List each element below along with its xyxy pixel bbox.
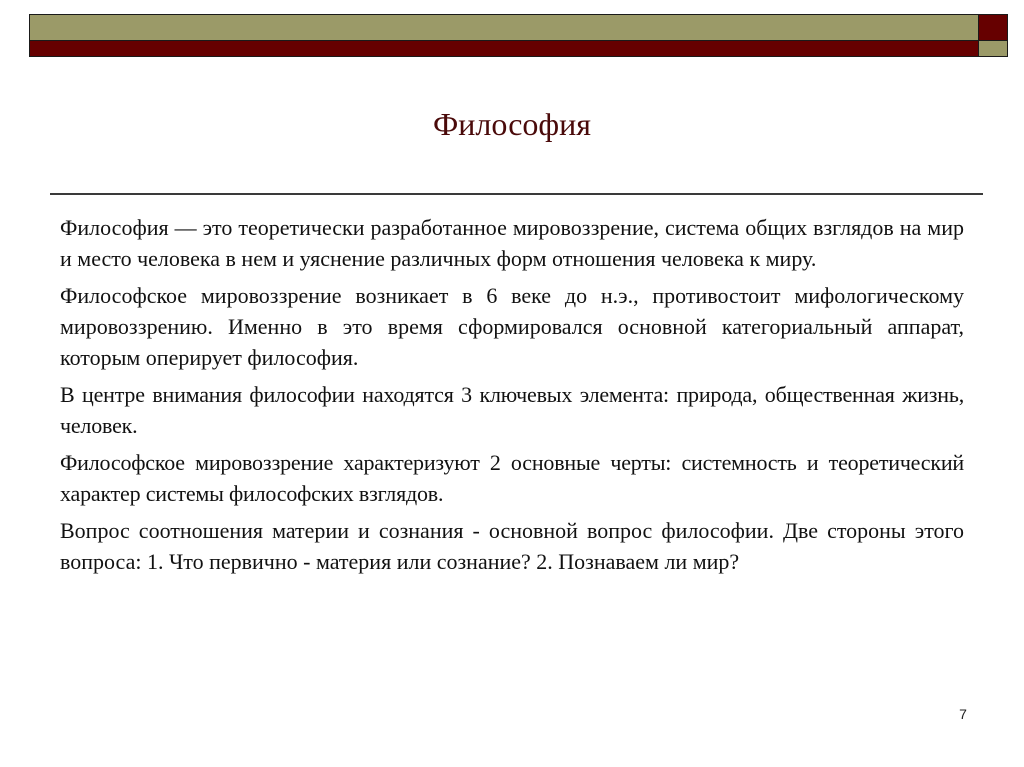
paragraph-main-question: Вопрос соотношения материи и сознания - основной вопрос философии. Две стороны этого вопроса: 1. Что первично - материя или сознание? 2. Познаваем ли мир? (60, 518, 964, 574)
page-number: 7 (959, 706, 967, 722)
paragraph-key-elements: В центре внимания философии находятся 3 ключевых элемента: природа, общественная жизнь, человек. (60, 382, 964, 438)
paragraph-features: Философское мировоззрение характеризуют 2 основные черты: системность и теоретический характер системы философских взглядов. (60, 450, 964, 506)
header-bar-maroon (29, 40, 1001, 57)
header-corner-maroon (978, 14, 1008, 41)
header-corner-olive (978, 40, 1008, 57)
title-divider (50, 193, 983, 195)
paragraph-origin: Философское мировоззрение возникает в 6 веке до н.э., противостоит мифологическому мировоззрению. Именно в это время сформировался основной категориальный аппарат, которым оперирует философия. (60, 283, 964, 370)
slide-body (60, 212, 964, 583)
paragraph-definition: Философия — это теоретически разработанное мировоззрение, система общих взглядов на мир и место человека в нем и уяснение различных форм отношения человека к миру. (60, 215, 964, 271)
slide-title: Философия (433, 106, 591, 142)
header-bar-olive (29, 14, 1001, 41)
